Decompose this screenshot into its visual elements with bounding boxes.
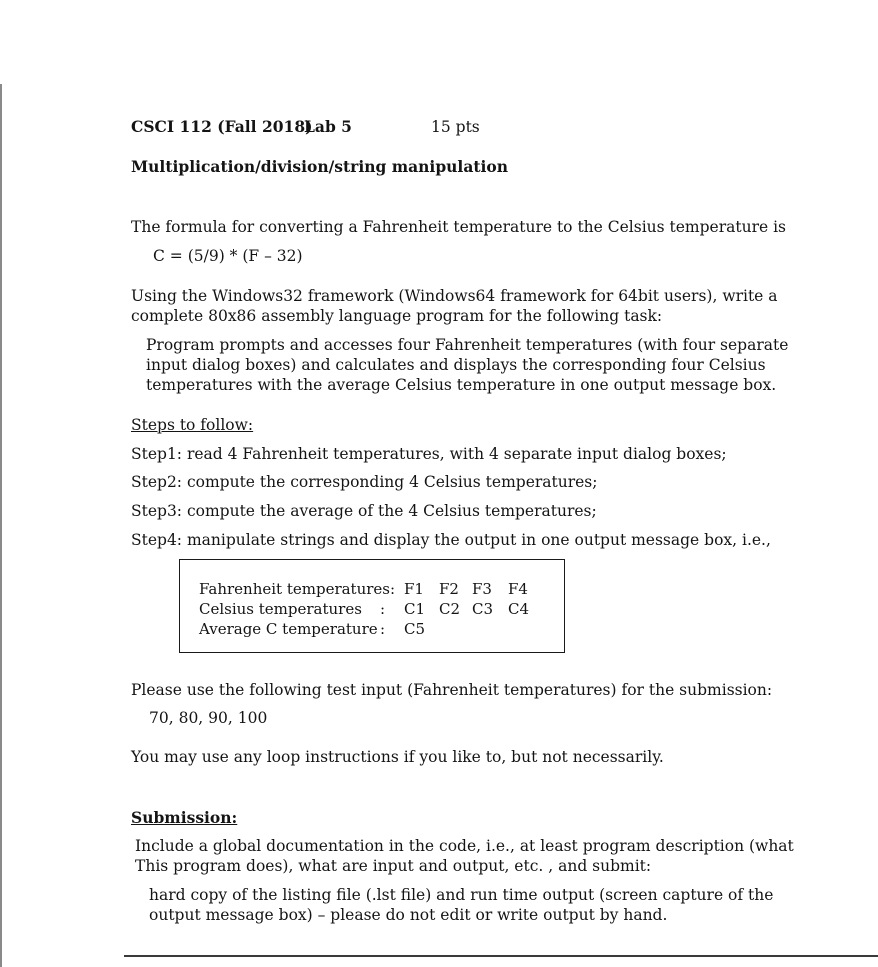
course-title: CSCI 112 (Fall 2018) <box>131 117 313 136</box>
loop-note: You may use any loop instructions if you like to, but not necessarily. <box>131 748 664 766</box>
page-edge-left <box>0 84 2 967</box>
value-f3: F3 <box>472 580 492 598</box>
subtitle: Multiplication/division/string manipulation <box>131 157 509 176</box>
formula: C = (5/9) * (F – 32) <box>153 247 303 265</box>
value-f2: F2 <box>439 580 459 598</box>
value-f1: F1 <box>404 580 424 598</box>
step-1: Step1: read 4 Fahrenheit temperatures, with 4 separate input dialog boxes; <box>131 445 727 463</box>
output-message-box <box>179 559 565 653</box>
submission-item-1: hard copy of the listing file (.lst file) and run time output (screen capture of the <box>149 886 774 904</box>
test-values: 70, 80, 90, 100 <box>149 709 268 727</box>
celsius-label: Celsius temperatures <box>199 600 362 618</box>
fahrenheit-label: Fahrenheit temperatures: <box>199 580 396 598</box>
task-line-2: complete 80x86 assembly language program for the following task: <box>131 307 663 325</box>
task-desc-1: Program prompts and accesses four Fahrenheit temperatures (with four separate <box>146 336 789 354</box>
page-edge-bottom <box>124 955 878 957</box>
value-c4: C4 <box>508 600 530 618</box>
test-input-line: Please use the following test input (Fahrenheit temperatures) for the submission: <box>131 681 773 699</box>
task-line-1: Using the Windows32 framework (Windows64 framework for 64bit users), write a <box>131 287 778 305</box>
step-4: Step4: manipulate strings and display the output in one output message box, i.e., <box>131 531 771 549</box>
step-2: Step2: compute the corresponding 4 Celsius temperatures; <box>131 473 598 491</box>
formula-intro: The formula for converting a Fahrenheit temperature to the Celsius temperature is <box>131 218 786 236</box>
average-colon: : <box>380 620 386 638</box>
submission-line-2: This program does), what are input and output, etc. , and submit: <box>135 857 652 875</box>
lab-number: Lab 5 <box>304 117 352 136</box>
average-label: Average C temperature <box>199 620 378 638</box>
celsius-colon: : <box>380 600 386 618</box>
submission-line-1: Include a global documentation in the code, i.e., at least program description (what <box>135 837 794 855</box>
value-c2: C2 <box>439 600 461 618</box>
step-3: Step3: compute the average of the 4 Celsius temperatures; <box>131 502 597 520</box>
task-desc-3: temperatures with the average Celsius temperature in one output message box. <box>146 376 777 394</box>
value-c5: C5 <box>404 620 426 638</box>
submission-item-2: output message box) – please do not edit or write output by hand. <box>149 906 668 924</box>
submission-heading: Submission: <box>131 808 238 827</box>
points-label: 15 pts <box>431 118 480 136</box>
task-desc-2: input dialog boxes) and calculates and displays the corresponding four Celsius <box>146 356 766 374</box>
value-c1: C1 <box>404 600 426 618</box>
value-f4: F4 <box>508 580 528 598</box>
steps-heading: Steps to follow: <box>131 416 254 434</box>
value-c3: C3 <box>472 600 494 618</box>
